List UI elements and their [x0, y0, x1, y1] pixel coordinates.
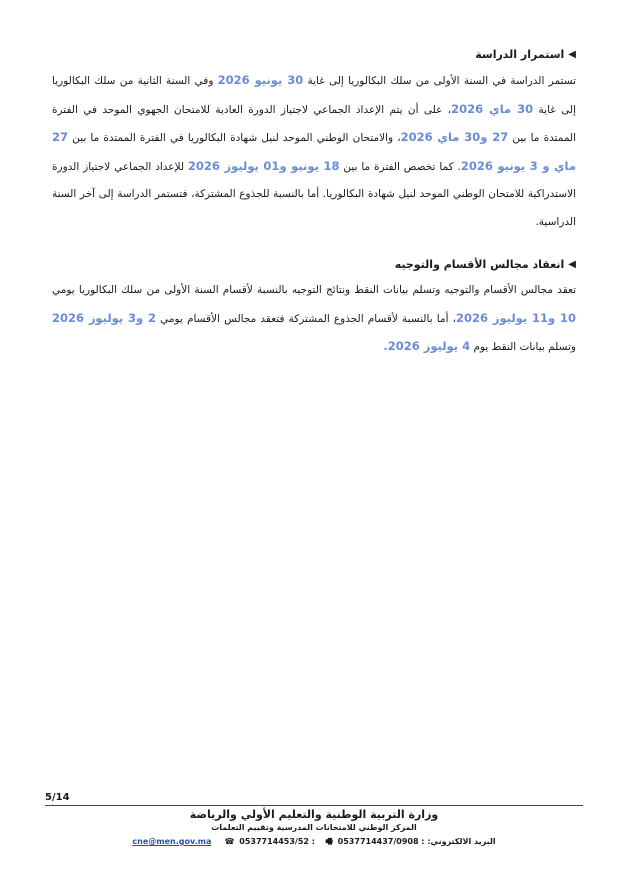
text-run: وفي السنة الثانية من سلك البكالوريا إلى غاية — [52, 75, 576, 116]
ministry-name: وزارة التربية الوطنية والتعليم الأولي والرياضة — [189, 808, 439, 821]
highlighted-date: 4 يوليوز 2026 — [387, 339, 471, 353]
center-name: المركز الوطني للامتحانات المدرسية وتقييم التعلمات — [211, 823, 417, 832]
phone-icon: ☎ — [224, 837, 235, 846]
text-run: تستمر الدراسة في السنة الأولى من سلك البكالوريا إلى غاية — [303, 75, 576, 87]
email-link[interactable]: cne@men.gov.ma — [132, 837, 212, 846]
fax-icon: 🖷 — [325, 837, 333, 846]
highlighted-date: 18 يونيو و01 يوليوز 2026 — [187, 158, 340, 173]
section-heading-text: استمرار الدراسة — [475, 48, 565, 61]
text-run: وتسلم بيانات النقط يوم — [470, 341, 576, 353]
highlighted-date: 27 و30 ماي 2026 — [400, 130, 509, 144]
section-heading — [52, 48, 576, 61]
text-run: ، أما بالنسبة لأقسام الجذوع المشتركة فتعقد مجالس الأقسام يومي — [155, 312, 457, 325]
text-run: . كما تخصص الفترة ما بين — [339, 160, 461, 173]
page-content — [52, 48, 576, 362]
highlighted-date: 30 ماي 2026 — [451, 101, 534, 116]
section-paragraph — [52, 277, 576, 362]
section-heading — [52, 258, 576, 271]
page-number: 5/14 — [45, 792, 70, 803]
text-run: للإعداد الجماعي لاجتياز الدورة الاستدراكية للامتحان الوطني الموحد لنيل شهادة البكالوريا. أما بالنسبة للجذوع المشتركة، فتستمر الدراسة إلى آخر السنة الدراسية. — [52, 160, 576, 228]
section-heading-text: انعقاد مجالس الأقسام والتوجيه — [394, 258, 565, 271]
highlighted-date: 27 ماي و 3 يونيو 2026 — [52, 130, 576, 173]
arrow-left-icon: ◀ — [568, 49, 576, 60]
highlighted-date: 30 يونيو 2026 — [217, 73, 304, 87]
highlighted-date: 10 و11 يوليوز 2026 — [456, 310, 576, 325]
text-run: ، على أن يتم الإعداد الجماعي لاجتياز الدورة العادية للامتحان الجهوي الموحد في الفترة الممتدة ما بين — [52, 103, 577, 144]
email-label: البريد الالكتروني: — [427, 837, 496, 846]
footer-divider — [45, 805, 583, 806]
section-continuation-of-study — [52, 48, 576, 236]
contact-line — [45, 836, 583, 850]
highlighted-date: 2 و3 يوليوز 2026 — [52, 310, 156, 325]
section-paragraph — [52, 67, 576, 236]
arrow-left-icon: ◀ — [568, 259, 576, 270]
page-footer — [45, 792, 583, 852]
text-run: . — [383, 339, 388, 353]
fax-number: 0537714437/0908 : — [337, 837, 425, 846]
text-run: ، والامتحان الوطني الموحد لنيل شهادة البكالوريا في الفترة الممتدة ما بين — [68, 132, 401, 144]
section-class-councils — [52, 258, 576, 362]
text-run: تعقد مجالس الأقسام والتوجيه وتسلم بيانات النقط ونتائج التوجيه بالنسبة لأقسام السنة الأولى من سلك البكالوريا يومي — [52, 284, 576, 296]
phone-number: 0537714453/52 : — [239, 837, 315, 846]
